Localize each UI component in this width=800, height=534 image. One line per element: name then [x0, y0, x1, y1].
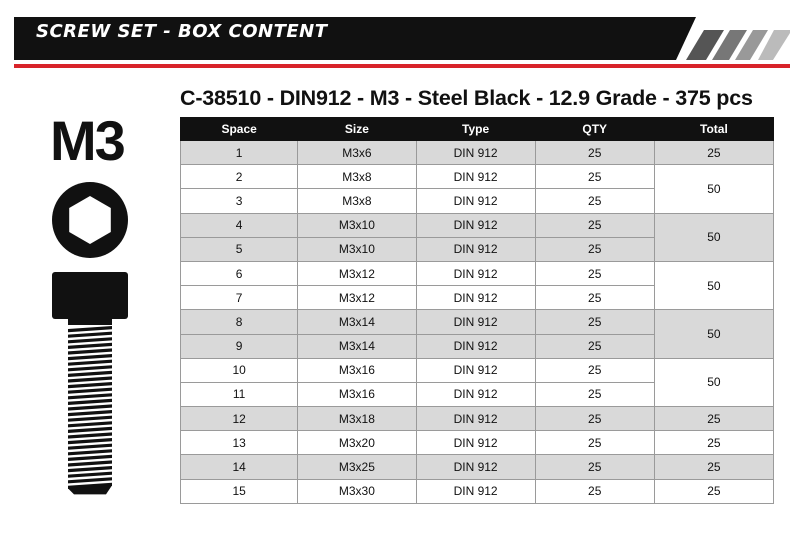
cell-size: M3x6 [298, 141, 416, 165]
cell-qty: 25 [535, 358, 654, 382]
cell-type: DIN 912 [416, 165, 535, 189]
product-title: C-38510 - DIN912 - M3 - Steel Black - 12.9 Grade - 375 pcs [180, 86, 753, 110]
col-header-qty: QTY [535, 118, 654, 141]
cell-size: M3x16 [298, 382, 416, 406]
cell-type: DIN 912 [416, 141, 535, 165]
col-header-total: Total [654, 118, 773, 141]
table-row [181, 165, 774, 189]
table-row [181, 479, 774, 503]
cell-space: 4 [181, 213, 298, 237]
cell-space: 6 [181, 261, 298, 285]
cell-space: 12 [181, 407, 298, 431]
cell-total: 50 [654, 358, 773, 406]
cell-type: DIN 912 [416, 358, 535, 382]
socket-head-screw-icon [50, 270, 130, 500]
cell-size: M3x10 [298, 237, 416, 261]
cell-total: 25 [654, 431, 773, 455]
cell-type: DIN 912 [416, 237, 535, 261]
cell-space: 3 [181, 189, 298, 213]
cell-total: 50 [654, 261, 773, 309]
table-row [181, 358, 774, 382]
cell-qty: 25 [535, 237, 654, 261]
table-row [181, 431, 774, 455]
cell-qty: 25 [535, 141, 654, 165]
cell-type: DIN 912 [416, 213, 535, 237]
size-label: M3 [50, 109, 124, 172]
cell-total: 50 [654, 165, 773, 213]
cell-size: M3x20 [298, 431, 416, 455]
col-header-type: Type [416, 118, 535, 141]
cell-type: DIN 912 [416, 431, 535, 455]
table-row [181, 261, 774, 285]
cell-qty: 25 [535, 431, 654, 455]
cell-total: 50 [654, 213, 773, 261]
table-row [181, 213, 774, 237]
cell-total: 25 [654, 479, 773, 503]
cell-space: 5 [181, 237, 298, 261]
banner-title: SCREW SET - BOX CONTENT [36, 21, 328, 42]
cell-space: 7 [181, 286, 298, 310]
cell-size: M3x18 [298, 407, 416, 431]
cell-qty: 25 [535, 382, 654, 406]
cell-total: 25 [654, 455, 773, 479]
table-row [181, 407, 774, 431]
col-header-size: Size [298, 118, 416, 141]
table-row [181, 455, 774, 479]
cell-type: DIN 912 [416, 286, 535, 310]
cell-total: 25 [654, 141, 773, 165]
cell-qty: 25 [535, 213, 654, 237]
cell-type: DIN 912 [416, 334, 535, 358]
hex-socket-icon [50, 180, 130, 260]
cell-qty: 25 [535, 189, 654, 213]
cell-type: DIN 912 [416, 407, 535, 431]
cell-type: DIN 912 [416, 261, 535, 285]
contents-table [180, 117, 774, 504]
cell-size: M3x8 [298, 189, 416, 213]
cell-space: 9 [181, 334, 298, 358]
cell-space: 10 [181, 358, 298, 382]
cell-space: 13 [181, 431, 298, 455]
cell-space: 14 [181, 455, 298, 479]
cell-size: M3x16 [298, 358, 416, 382]
cell-qty: 25 [535, 407, 654, 431]
cell-qty: 25 [535, 334, 654, 358]
table-row [181, 310, 774, 334]
cell-qty: 25 [535, 310, 654, 334]
cell-total: 50 [654, 310, 773, 358]
table-header-row [181, 118, 774, 141]
cell-total: 25 [654, 407, 773, 431]
cell-space: 8 [181, 310, 298, 334]
cell-qty: 25 [535, 165, 654, 189]
cell-space: 1 [181, 141, 298, 165]
col-header-space: Space [181, 118, 298, 141]
table-row [181, 141, 774, 165]
cell-size: M3x14 [298, 334, 416, 358]
header-banner [14, 17, 790, 67]
cell-space: 11 [181, 382, 298, 406]
cell-type: DIN 912 [416, 189, 535, 213]
cell-size: M3x12 [298, 286, 416, 310]
cell-qty: 25 [535, 261, 654, 285]
cell-qty: 25 [535, 479, 654, 503]
cell-space: 15 [181, 479, 298, 503]
cell-qty: 25 [535, 286, 654, 310]
cell-qty: 25 [535, 455, 654, 479]
cell-type: DIN 912 [416, 310, 535, 334]
cell-size: M3x14 [298, 310, 416, 334]
cell-space: 2 [181, 165, 298, 189]
cell-size: M3x10 [298, 213, 416, 237]
cell-type: DIN 912 [416, 479, 535, 503]
cell-size: M3x30 [298, 479, 416, 503]
cell-size: M3x25 [298, 455, 416, 479]
cell-type: DIN 912 [416, 455, 535, 479]
cell-size: M3x12 [298, 261, 416, 285]
cell-size: M3x8 [298, 165, 416, 189]
cell-type: DIN 912 [416, 382, 535, 406]
